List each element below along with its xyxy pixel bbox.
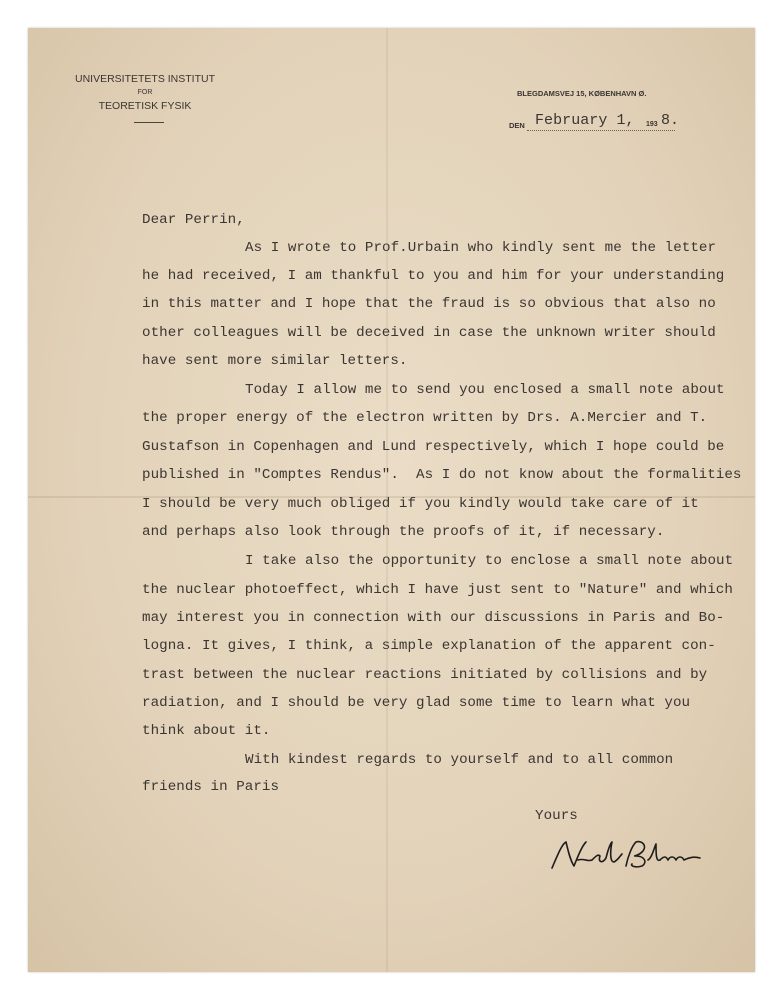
signature — [548, 836, 708, 876]
letterhead-rule — [134, 122, 164, 123]
body-line: I should be very much obliged if you kindly would take care of it — [142, 496, 699, 512]
letterhead-institute: UNIVERSITETETS INSTITUT — [74, 73, 215, 85]
body-line: trast between the nuclear reactions initiated by collisions and by — [142, 667, 708, 683]
year-typed: 8. — [661, 112, 680, 129]
date-prefix: DEN — [509, 121, 525, 130]
body-line: With kindest regards to yourself and to all common — [245, 752, 674, 768]
body-line: published in "Comptes Rendus". As I do not know about the formalities — [142, 467, 742, 483]
body-line: Gustafson in Copenhagen and Lund respectively, which I hope could be — [142, 439, 725, 455]
date-line — [509, 112, 689, 132]
body-line: and perhaps also look through the proofs of it, if necessary. — [142, 524, 665, 540]
letterhead-address: BLEGDAMSVEJ 15, KØBENHAVN Ø. — [517, 89, 647, 98]
body-line: the proper energy of the electron written by Drs. A.Mercier and T. — [142, 410, 708, 426]
date-typed: February 1, — [535, 112, 635, 129]
body-line: other colleagues will be deceived in case the unknown writer should — [142, 325, 716, 341]
closing: Yours — [535, 808, 578, 824]
date-dotted-line — [527, 130, 675, 131]
body-line: radiation, and I should be very glad some time to learn what you — [142, 695, 691, 711]
body-line: in this matter and I hope that the fraud is so obvious that also no — [142, 296, 716, 312]
year-prefix: 193 — [646, 121, 658, 128]
body-line: have sent more similar letters. — [142, 353, 408, 369]
body-line: friends in Paris — [142, 779, 280, 795]
body-line: think about it. — [142, 723, 271, 739]
body-line: I take also the opportunity to enclose a small note about — [245, 553, 734, 569]
body-line: As I wrote to Prof.Urbain who kindly sent me the letter — [245, 240, 717, 256]
letterhead-for: FOR — [137, 89, 153, 96]
salutation: Dear Perrin, — [142, 212, 245, 228]
body-line: the nuclear photoeffect, which I have just sent to "Nature" and which — [142, 582, 733, 598]
body-line: he had received, I am thankful to you and him for your understanding — [142, 268, 725, 284]
body-line: may interest you in connection with our discussions in Paris and Bo- — [142, 610, 725, 626]
body-line: logna. It gives, I think, a simple explanation of the apparent con- — [142, 638, 716, 654]
body-line: Today I allow me to send you enclosed a small note about — [245, 382, 725, 398]
letterhead-department: TEORETISK FYSIK — [98, 100, 192, 112]
